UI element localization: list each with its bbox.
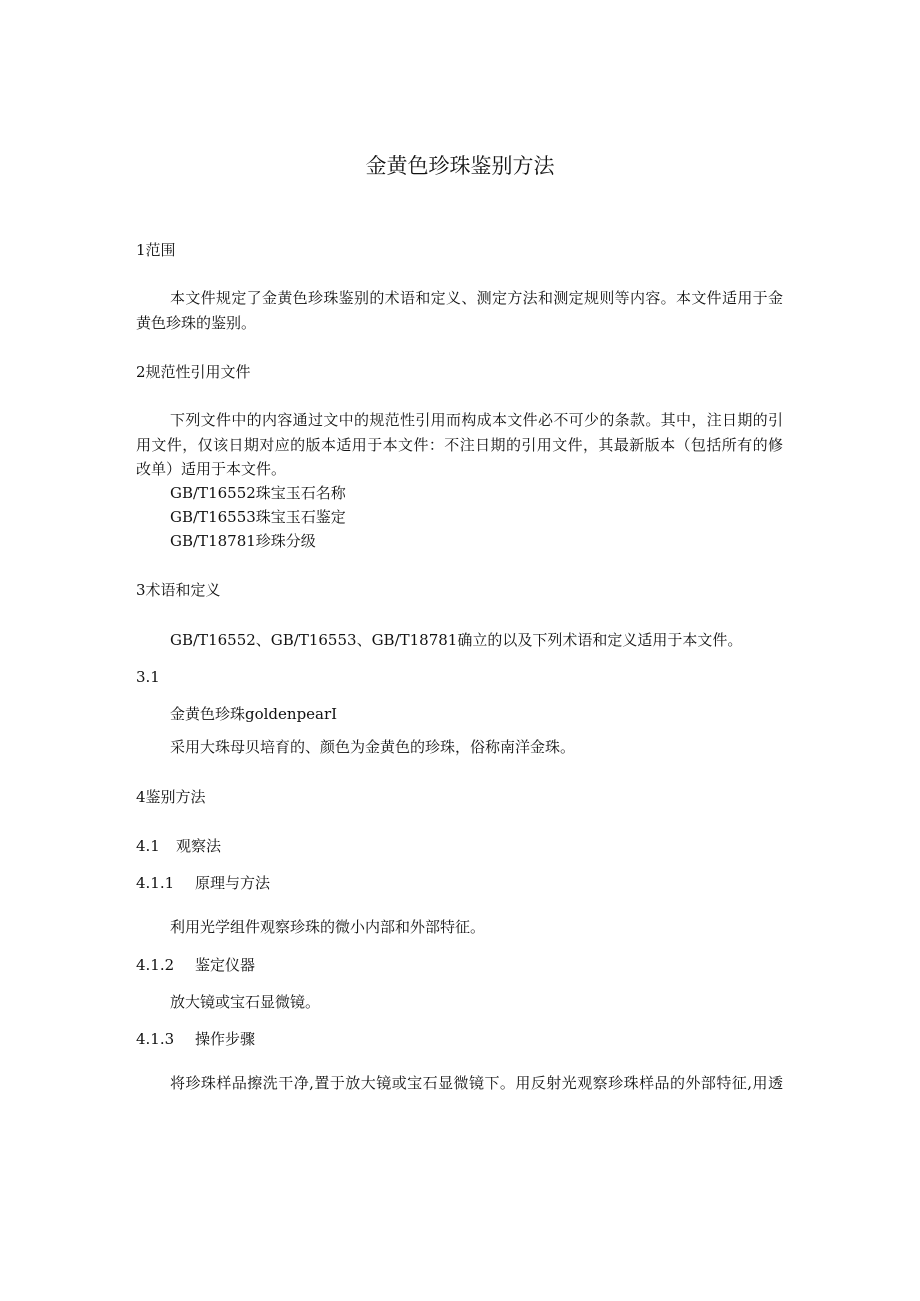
subsection-4-1-3-text: 将珍珠样品擦洗干净,置于放大镜或宝石显微镜下。用反射光观察珍珠样品的外部特征,用透 <box>170 1074 783 1092</box>
subsection-4-1-1-text: 利用光学组件观察珍珠的微小内部和外部特征。 <box>170 918 486 936</box>
section-2-text-line: 改单）适用于本文件。 <box>136 460 287 478</box>
reference-item: GB/T16552珠宝玉石名称 <box>170 484 346 502</box>
section-3-heading: 3术语和定义 <box>136 581 221 599</box>
subsection-4-1-2-heading <box>136 956 255 974</box>
subsection-number: 4.1.2 <box>136 956 175 974</box>
subsection-4-1-3-heading <box>136 1030 255 1048</box>
term: 金黄色珍珠goldenpearI <box>170 705 338 723</box>
subsection-title: 观察法 <box>176 837 222 855</box>
reference-item: GB/T16553珠宝玉石鉴定 <box>170 508 346 526</box>
subsection-3-1-number: 3.1 <box>136 668 160 686</box>
subsection-4-1-2-text: 放大镜或宝石显微镜。 <box>170 993 321 1011</box>
section-3-text: GB/T16552、GB/T16553、GB/T18781确立的以及下列术语和定义适用于本文件。 <box>170 631 743 649</box>
subsection-number: 4.1.3 <box>136 1030 175 1048</box>
section-2-text-line: 下列文件中的内容通过文中的规范性引用而构成本文件必不可少的条款。其中，注日期的引 <box>170 411 783 429</box>
section-2-heading: 2规范性引用文件 <box>136 363 251 381</box>
subsection-title: 原理与方法 <box>195 874 271 892</box>
term-definition: 采用大珠母贝培育的、颜色为金黄色的珍珠，俗称南洋金珠。 <box>170 738 576 756</box>
subsection-4-1-1-heading <box>136 874 270 892</box>
subsection-number: 4.1.1 <box>136 874 175 892</box>
section-1-heading: 1范围 <box>136 241 176 259</box>
subsection-title: 鉴定仪器 <box>195 956 256 974</box>
subsection-number: 4.1 <box>136 837 160 855</box>
section-4-heading: 4鉴别方法 <box>136 788 206 806</box>
document-title: 金黄色珍珠鉴别方法 <box>365 154 555 178</box>
section-1-text-line: 本文件规定了金黄色珍珠鉴别的术语和定义、测定方法和测定规则等内容。本文件适用于金 <box>170 289 783 307</box>
section-2-text-line: 用文件，仅该日期对应的版本适用于本文件：不注日期的引用文件，其最新版本（包括所有的修 <box>136 436 783 454</box>
section-1-text-line: 黄色珍珠的鉴别。 <box>136 314 257 332</box>
reference-item: GB/T18781珍珠分级 <box>170 532 316 550</box>
subsection-title: 操作步骤 <box>195 1030 256 1048</box>
subsection-4-1-heading <box>136 837 221 855</box>
